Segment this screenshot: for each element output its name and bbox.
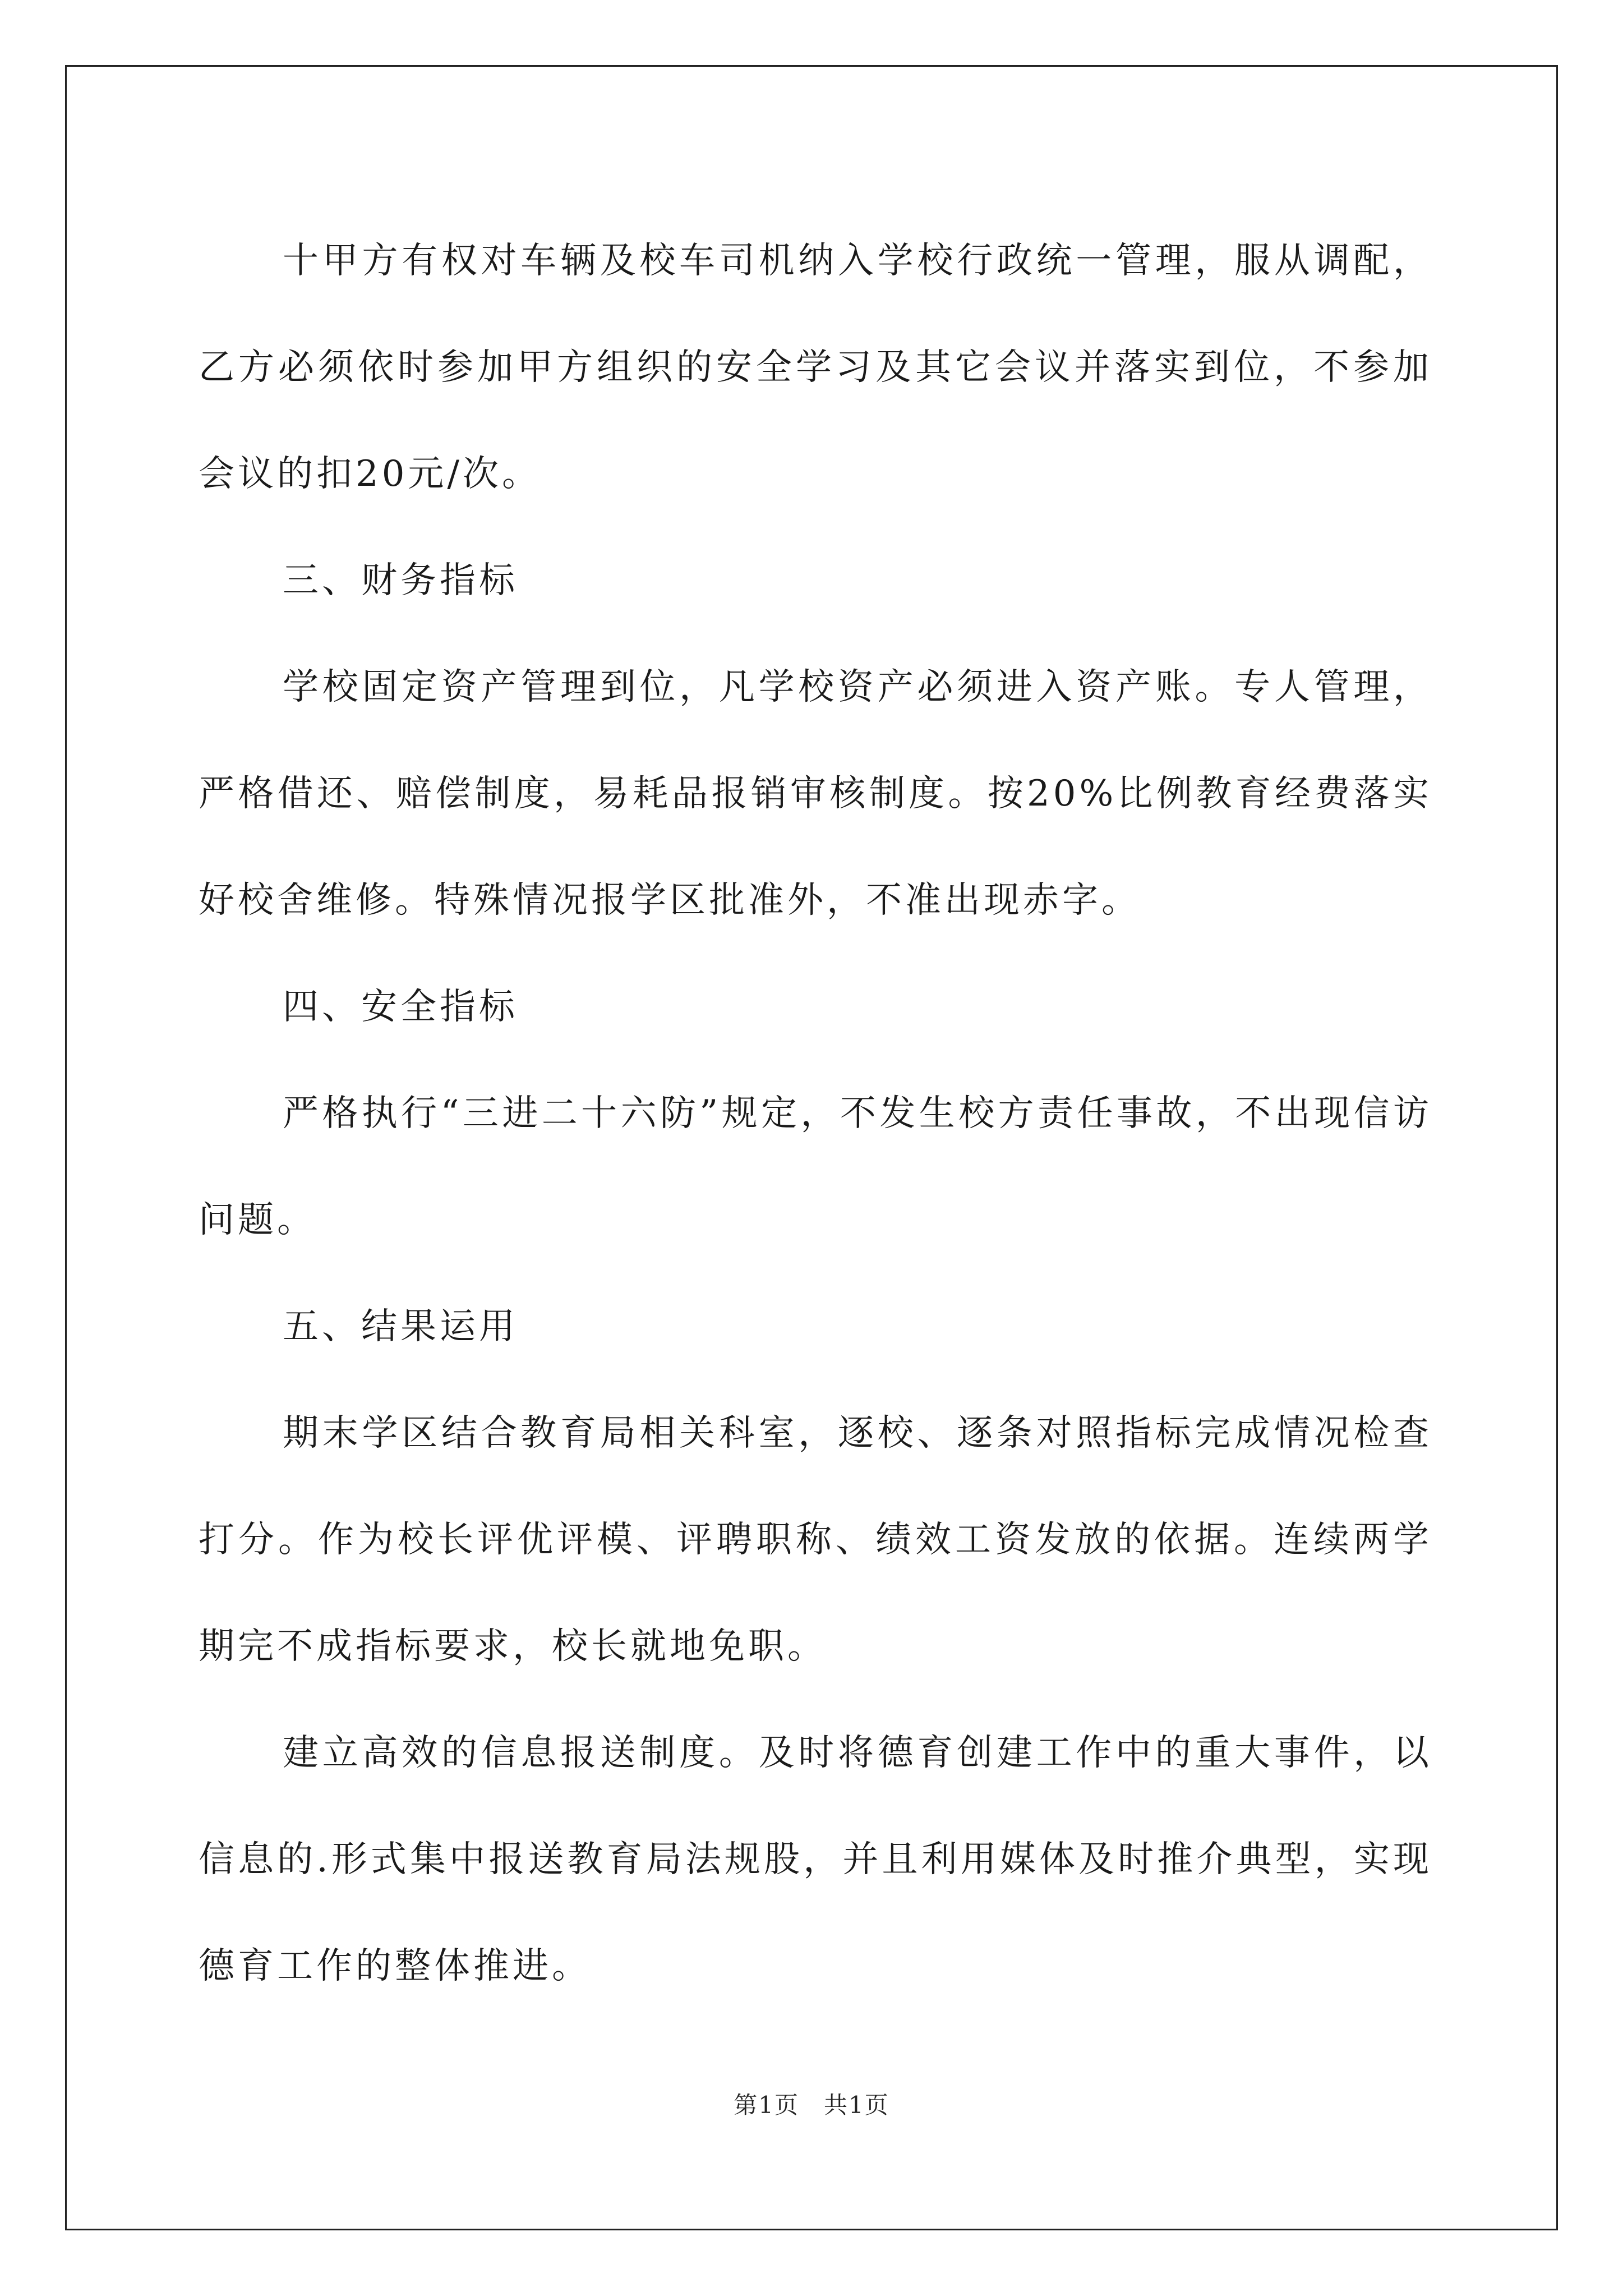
paragraph-results: 期末学区结合教育局相关科室，逐校、逐条对照指标完成情况检查打分。作为校长评优评模、评聘职称、绩效工资发放的依据。连续两学期完不成指标要求，校长就地免职。 <box>199 1412 1432 1667</box>
page-footer: 第1页 共1页 <box>734 2091 889 2119</box>
heading-safety: 四、安全指标 <box>283 986 518 1028</box>
document-body <box>199 208 1432 2019</box>
paragraph-reporting: 建立高效的信息报送制度。及时将德育创建工作中的重大事件，以信息的.形式集中报送教育局法规股，并且利用媒体及时推介典型，实现德育工作的整体推进。 <box>199 1732 1432 1987</box>
paragraph-vehicle-management: 十甲方有权对车辆及校车司机纳入学校行政统一管理，服从调配，乙方必须依时参加甲方组织的安全学习及其它会议并落实到位，不参加会议的扣20元/次。 <box>199 240 1432 495</box>
paragraph-finance: 学校固定资产管理到位，凡学校资产必须进入资产账。专人管理，严格借还、赔偿制度，易耗品报销审核制度。按20%比例教育经费落实好校舍维修。特殊情况报学区批准外，不准出现赤字。 <box>199 666 1432 921</box>
paragraph-safety: 严格执行“三进二十六防”规定，不发生校方责任事故，不出现信访问题。 <box>199 1093 1432 1241</box>
heading-results: 五、结果运用 <box>283 1306 518 1347</box>
heading-finance: 三、财务指标 <box>283 560 518 601</box>
